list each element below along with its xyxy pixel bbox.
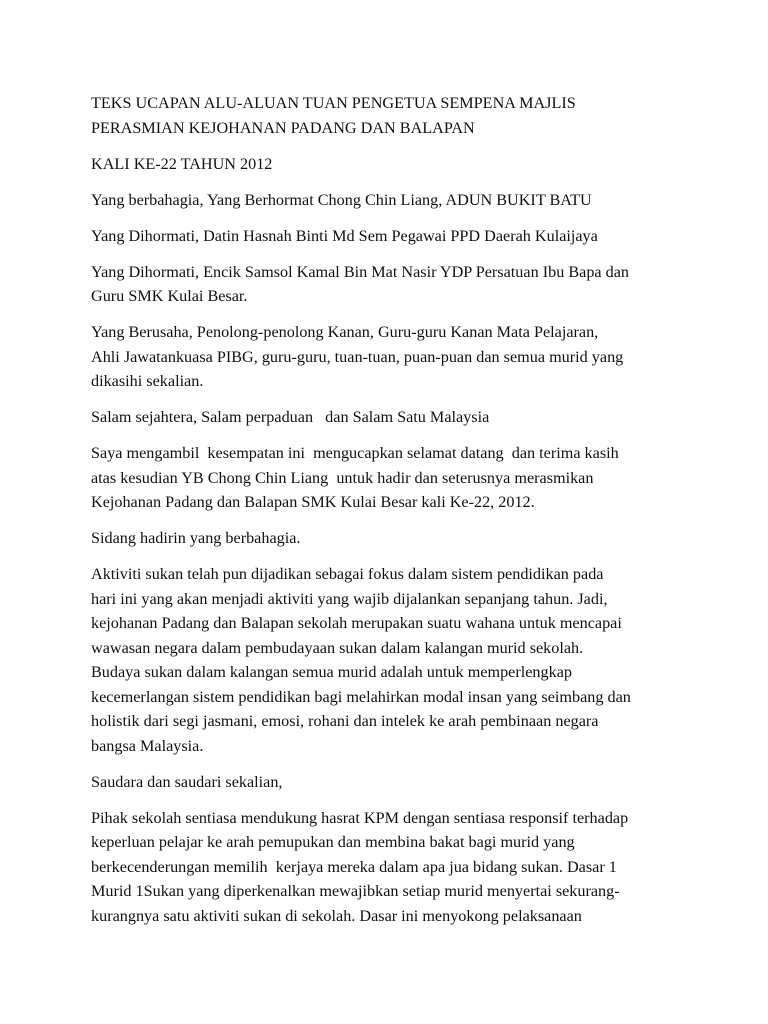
body-paragraph xyxy=(91,224,708,249)
paragraph-line: Salam sejahtera, Salam perpaduan dan Salam Satu Malaysia xyxy=(91,408,490,426)
body-paragraph xyxy=(91,806,708,929)
paragraph-line: bangsa Malaysia. xyxy=(91,736,204,755)
paragraph-line: kecemerlangan sistem pendidikan bagi melahirkan modal insan yang seimbang dan xyxy=(91,687,631,706)
body-paragraph xyxy=(91,405,708,430)
paragraph-line: wawasan negara dalam pembudayaan sukan dalam kalangan murid sekolah. xyxy=(91,638,584,657)
document-body xyxy=(91,188,708,929)
paragraph-line: Kejohanan Padang dan Balapan SMK Kulai Besar kali Ke-22, 2012. xyxy=(91,493,535,511)
paragraph-line: atas kesudian YB Chong Chin Liang untuk hadir dan seterusnya merasmikan xyxy=(91,468,594,487)
body-paragraph xyxy=(91,562,708,758)
title-line: PERASMIAN KEJOHANAN PADANG DAN BALAPAN xyxy=(91,118,475,137)
paragraph-line: Saudara dan saudari sekalian, xyxy=(91,772,283,791)
body-paragraph xyxy=(91,441,708,515)
paragraph-line: Yang berbahagia, Yang Berhormat Chong Chin Liang, ADUN BUKIT BATU xyxy=(91,190,592,209)
body-paragraph xyxy=(91,526,708,551)
paragraph-line: kurangnya satu aktiviti sukan di sekolah. Dasar ini menyokong pelaksanaan xyxy=(91,906,582,925)
body-paragraph xyxy=(91,188,708,213)
paragraph-line: Yang Dihormati, Encik Samsol Kamal Bin Mat Nasir YDP Persatuan Ibu Bapa dan xyxy=(91,262,630,281)
paragraph-line: berkecenderungan memilih kerjaya mereka dalam apa jua bidang sukan. Dasar 1 xyxy=(91,857,617,876)
paragraph-line: dikasihi sekalian. xyxy=(91,372,204,390)
paragraph-line: Pihak sekolah sentiasa mendukung hasrat KPM dengan sentiasa responsif terhadap xyxy=(91,808,629,827)
paragraph-line: Saya mengambil kesempatan ini mengucapkan selamat datang dan terima kasih xyxy=(91,444,619,462)
body-paragraph xyxy=(91,770,708,795)
paragraph-line: Murid 1Sukan yang diperkenalkan mewajibkan setiap murid menyertai sekurang- xyxy=(91,882,620,900)
document-title xyxy=(91,91,708,140)
paragraph-line: Yang Berusaha, Penolong-penolong Kanan, Guru-guru Kanan Mata Pelajaran, xyxy=(91,323,599,341)
body-paragraph xyxy=(91,320,708,394)
paragraph-line: keperluan pelajar ke arah pemupukan dan membina bakat bagi murid yang xyxy=(91,833,575,851)
paragraph-line: kejohanan Padang dan Balapan sekolah merupakan suatu wahana untuk mencapai xyxy=(91,614,622,632)
title-line: TEKS UCAPAN ALU-ALUAN TUAN PENGETUA SEMPENA MAJLIS xyxy=(91,94,576,112)
paragraph-line: Yang Dihormati, Datin Hasnah Binti Md Sem Pegawai PPD Daerah Kulaijaya xyxy=(91,226,598,245)
body-paragraph xyxy=(91,260,708,309)
document-subtitle: KALI KE-22 TAHUN 2012 xyxy=(91,154,273,173)
paragraph-line: Aktiviti sukan telah pun dijadikan sebagai fokus dalam sistem pendidikan pada xyxy=(91,565,604,583)
paragraph-line: Ahli Jawatankuasa PIBG, guru-guru, tuan-tuan, puan-puan dan semua murid yang xyxy=(91,347,624,366)
paragraph-line: Sidang hadirin yang berbahagia. xyxy=(91,529,301,547)
paragraph-line: Budaya sukan dalam kalangan semua murid adalah untuk memperlengkap xyxy=(91,663,572,681)
paragraph-line: hari ini yang akan menjadi aktiviti yang wajib dijalankan sepanjang tahun. Jadi, xyxy=(91,589,608,608)
paragraph-line: holistik dari segi jasmani, emosi, rohani dan intelek ke arah pembinaan negara xyxy=(91,712,599,730)
paragraph-line: Guru SMK Kulai Besar. xyxy=(91,287,248,305)
